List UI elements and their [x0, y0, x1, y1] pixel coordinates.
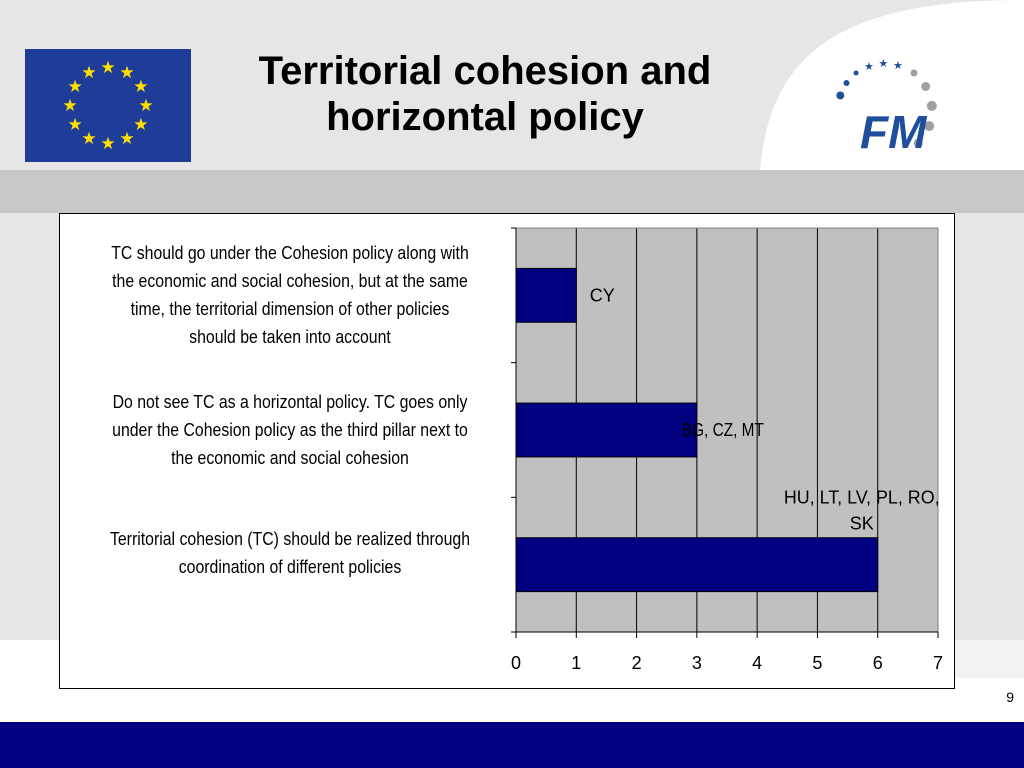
category-label-line: under the Cohesion policy as the third pillar next to — [112, 420, 468, 440]
fm-logo-star-icon: ★ — [878, 57, 889, 71]
fm-logo-star-icon: ★ — [863, 59, 874, 73]
chart-panel — [59, 213, 955, 689]
fm-logo-dot-icon — [921, 82, 930, 91]
category-label — [96, 388, 483, 472]
eu-star-icon: ★ — [62, 96, 78, 116]
category-label-line: Do not see TC as a horizontal policy. TC goes only — [112, 392, 468, 412]
bar — [516, 268, 576, 322]
category-label-line: Territorial cohesion (TC) should be realized through — [109, 528, 471, 549]
bar — [516, 403, 697, 457]
x-tick-label: 0 — [510, 653, 522, 673]
fm-logo-dot-icon — [836, 91, 844, 99]
category-label-line: the economic and social cohesion, but at the same — [112, 271, 468, 292]
eu-star-icon: ★ — [67, 77, 83, 97]
category-label-line: should be taken into account — [189, 327, 391, 348]
eu-star-icon: ★ — [67, 115, 83, 135]
title-line-1: Territorial cohesion and — [258, 49, 712, 93]
eu-star-icon: ★ — [81, 63, 97, 84]
category-label-line: TC should go under the Cohesion policy along with — [111, 243, 469, 264]
header-band — [0, 170, 1024, 213]
eu-star-icon: ★ — [100, 134, 116, 154]
x-tick-label: 3 — [691, 653, 702, 673]
fm-logo-dot-icon — [927, 101, 937, 111]
eu-flag-logo — [25, 49, 191, 162]
page-number: 9 — [1006, 689, 1014, 705]
fm-logo-star-icon: ★ — [893, 58, 903, 72]
x-tick-label: 1 — [571, 653, 582, 673]
category-label-line: coordination of different policies — [178, 556, 402, 577]
category-label — [96, 525, 483, 581]
eu-star-icon: ★ — [133, 115, 149, 135]
eu-star-icon: ★ — [133, 77, 149, 97]
eu-star-icon: ★ — [119, 128, 135, 149]
fm-logo-text: FM — [860, 106, 927, 158]
lower-right-panel — [955, 640, 1024, 678]
data-label: CY — [589, 285, 615, 306]
eu-star-icon: ★ — [119, 63, 135, 84]
eu-star-icon: ★ — [81, 128, 97, 149]
x-tick-label: 2 — [631, 653, 642, 673]
x-tick-label: 4 — [752, 653, 763, 673]
fm-logo-dot-icon — [843, 80, 849, 86]
category-label-line: the economic and social cohesion — [171, 448, 409, 468]
eu-star-icon: ★ — [100, 58, 116, 78]
data-label: SK — [849, 513, 874, 534]
footer-band — [0, 722, 1024, 768]
bar — [516, 538, 878, 592]
x-tick-label: 6 — [872, 653, 883, 673]
category-label-line: time, the territorial dimension of other policies — [130, 299, 450, 320]
data-label: HU, LT, LV, PL, RO, — [783, 487, 940, 508]
data-label: BG, CZ, MT — [681, 420, 764, 440]
category-label — [96, 239, 483, 351]
x-tick-label: 5 — [812, 653, 823, 673]
eu-star-icon: ★ — [138, 96, 154, 116]
slide-title — [195, 48, 775, 140]
title-line-2: horizontal policy — [326, 95, 644, 139]
fm-logo-dot-icon — [854, 70, 859, 75]
fm-logo-dot-icon — [910, 69, 917, 76]
x-tick-label: 7 — [932, 653, 944, 673]
